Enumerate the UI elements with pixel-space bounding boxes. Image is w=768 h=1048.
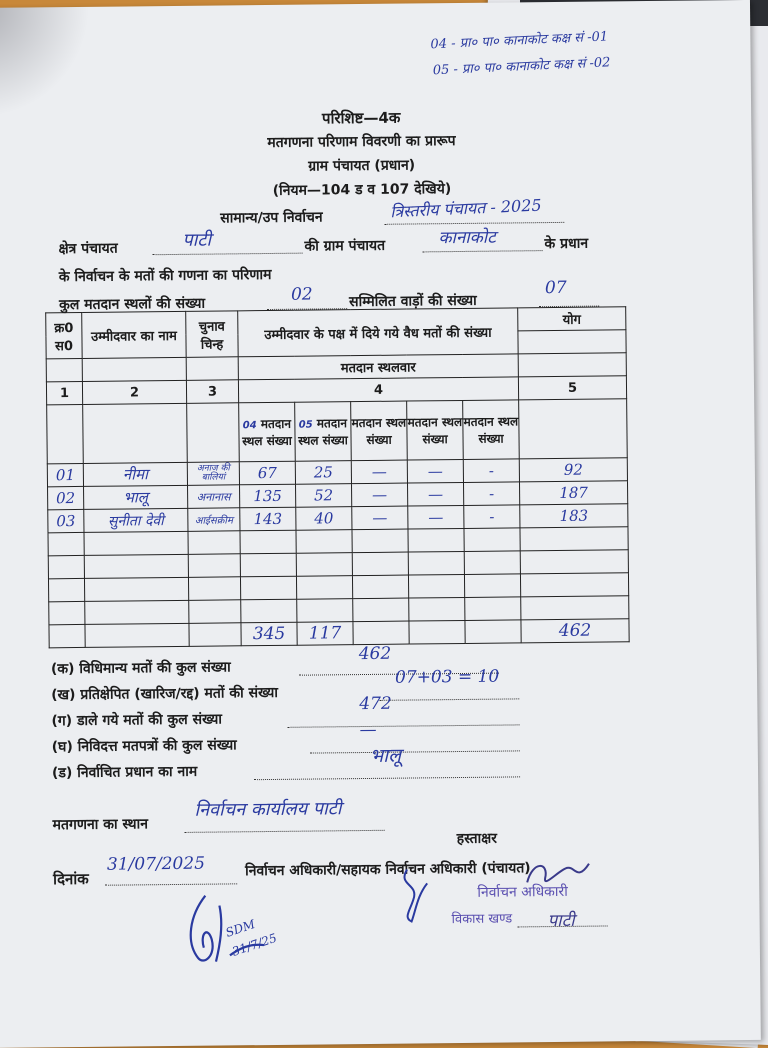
election-symbol: अनाज की बालियां <box>187 462 239 486</box>
station4-votes: — <box>407 459 463 483</box>
grand-total: 462 <box>521 619 629 643</box>
stamp-place: पाटी <box>547 910 575 932</box>
kshetra-value: पाटी <box>182 229 212 251</box>
station-label: मतदान स्थल संख्या <box>298 416 348 448</box>
station2-total: 117 <box>297 622 353 646</box>
col-number: 2 <box>82 380 186 404</box>
empty-cell <box>85 623 189 647</box>
summary-winner-value: भालू <box>369 744 402 767</box>
station1-votes: 67 <box>239 461 295 485</box>
station-header-1 <box>239 402 296 462</box>
wards-count-label: सम्मिलित वाड़ों की संख्या <box>349 292 477 311</box>
officer-designation: निर्वाचन अधिकारी/सहायक निर्वाचन अधिकारी (पंचायत) <box>244 860 531 880</box>
station-label: मतदान स्थल संख्या <box>242 416 292 449</box>
summary-line <box>379 698 519 700</box>
stamp-block: विकास खण्ड <box>451 911 513 928</box>
date-label: दिनांक <box>53 869 89 889</box>
election-symbol: आईसक्रीम <box>188 508 240 532</box>
col-number: 3 <box>186 380 238 404</box>
empty-cell <box>409 620 465 644</box>
empty-cell <box>353 621 409 645</box>
summary-line <box>288 724 520 727</box>
station5-votes: - <box>463 459 519 483</box>
election-symbol: अनानास <box>188 485 240 509</box>
empty-cell <box>518 330 626 354</box>
counting-place-value: निर्वाचन कार्यालय पाटी <box>194 798 342 821</box>
empty-cell <box>46 358 82 381</box>
col-number: 5 <box>518 376 626 400</box>
summary-line <box>310 750 520 753</box>
summary-cast-label: (ग) डाले गये मतों की कुल संख्या <box>51 711 223 730</box>
station-header-2 <box>295 402 352 462</box>
station2-votes: 25 <box>295 461 351 485</box>
station-header-4: मतदान स्थल संख्या <box>407 400 464 460</box>
empty-cell <box>189 623 241 647</box>
appendix-heading: परिशिष्ट—4क <box>321 108 401 128</box>
station-header-5: मतदान स्थल संख्या <box>463 400 520 460</box>
summary-line <box>254 776 520 780</box>
summary-tendered-label: (घ) निविदत्त मतपत्रों की कुल संख्या <box>51 737 237 756</box>
form-subtitle: ग्राम पंचायत (प्रधान) <box>308 157 416 175</box>
kshetra-label: क्षेत्र पंचायत <box>58 240 118 258</box>
empty-cell <box>186 357 238 381</box>
summary-winner-label: (ड) निर्वाचित प्रधान का नाम <box>51 763 198 782</box>
count-result-line: के निर्वाचन के मतों की गणना का परिणाम <box>58 266 272 286</box>
gram-label: की ग्राम पंचायत <box>304 237 386 255</box>
station3-votes: — <box>351 460 407 484</box>
polling-count-value: 02 <box>290 284 313 305</box>
rule-reference: (नियम—104 ड व 107 देखिये) <box>272 181 452 199</box>
officer-signature <box>389 865 440 926</box>
col-header-total: योग <box>518 307 626 331</box>
empty-cell <box>518 353 626 377</box>
empty-cell <box>519 399 628 459</box>
station-header-row <box>47 399 628 464</box>
handwritten-note: 05 - प्रा० पा० कानाकोट कक्ष सं -02 <box>432 55 611 79</box>
summary-valid-value: 462 <box>358 643 392 665</box>
empty-cell <box>83 403 188 463</box>
station1-votes: 143 <box>240 507 296 531</box>
col-header-sno: क्र0 स0 <box>46 312 82 358</box>
summary-cast-value: 472 <box>359 693 392 715</box>
station-number: 04 <box>242 420 257 432</box>
election-type-value: त्रिस्तरीय पंचायत - 2025 <box>389 195 542 222</box>
row-sno: 01 <box>47 463 83 486</box>
results-table <box>45 306 629 648</box>
candidate-name: नीमा <box>83 462 187 486</box>
empty-cell <box>49 624 85 647</box>
counting-place-label: मतगणना का स्थान <box>52 816 149 834</box>
col-header-symbol: चुनाव चिन्ह <box>186 311 238 358</box>
wards-count-value: 07 <box>544 277 567 299</box>
candidate-total: 183 <box>520 504 628 528</box>
station4-votes: — <box>408 505 464 529</box>
counting-place-line <box>185 830 385 833</box>
station1-total: 345 <box>241 622 297 646</box>
empty-cell <box>47 404 84 463</box>
sdm-initials-note: SDM 31/7/25 <box>223 916 279 959</box>
station5-votes: - <box>463 482 519 506</box>
date-value: 31/07/2025 <box>106 853 206 875</box>
station2-votes: 40 <box>296 507 352 531</box>
station3-votes: — <box>352 506 408 530</box>
kshetra-line <box>153 253 303 256</box>
empty-cell <box>465 620 521 644</box>
summary-valid-label: (क) विधिमान्य मतों की कुल संख्या <box>50 659 231 678</box>
stamp-officer: निर्वाचन अधिकारी <box>477 883 568 901</box>
empty-cell <box>187 403 240 463</box>
station1-votes: 135 <box>240 484 296 508</box>
row-sno: 02 <box>48 486 84 509</box>
pradhan-label: के प्रधान <box>544 235 589 253</box>
gram-line <box>423 250 543 252</box>
summary-rejected-label: (ख) प्रतिक्षेपित (खारिज/रद्द) मतों की संख्या <box>51 684 279 704</box>
page-shadow <box>0 7 91 118</box>
col-header-votes: उम्मीदवार के पक्ष में दिये गये वैध मतों की संख्या <box>238 308 518 357</box>
handwritten-note: 04 - प्रा० पा० कानाकोट कक्ष सं -01 <box>430 29 609 53</box>
candidate-total: 92 <box>519 458 627 482</box>
stationwise-header: मतदान स्थलवार <box>238 354 518 380</box>
gram-value: कानाकोट <box>438 227 496 249</box>
candidate-name: भालू <box>84 485 188 509</box>
candidate-total: 187 <box>519 481 627 505</box>
station-number: 05 <box>298 419 313 431</box>
station4-votes: — <box>407 482 463 506</box>
row-sno: 03 <box>48 509 84 532</box>
station3-votes: — <box>352 483 408 507</box>
empty-cell <box>82 357 186 381</box>
station-header-3: मतदान स्थल संख्या <box>351 401 408 461</box>
candidate-name: सुनीता देवी <box>84 508 188 532</box>
election-type-label: सामान्य/उप निर्वाचन <box>220 209 323 227</box>
summary-rejected-value: 07+03 = 10 <box>394 666 500 688</box>
col-number: 4 <box>238 377 518 403</box>
totals-row <box>49 619 629 648</box>
col-number: 1 <box>46 381 82 404</box>
summary-tendered-value: — <box>359 719 377 741</box>
polling-count-label: कुल मतदान स्थलों की संख्या <box>59 295 206 314</box>
station2-votes: 52 <box>296 484 352 508</box>
form-title: मतगणना परिणाम विवरणी का प्रारूप <box>267 133 456 151</box>
col-header-name: उम्मीदवार का नाम <box>82 311 186 358</box>
signature-label: हस्ताक्षर <box>456 830 498 848</box>
station5-votes: - <box>464 505 520 529</box>
